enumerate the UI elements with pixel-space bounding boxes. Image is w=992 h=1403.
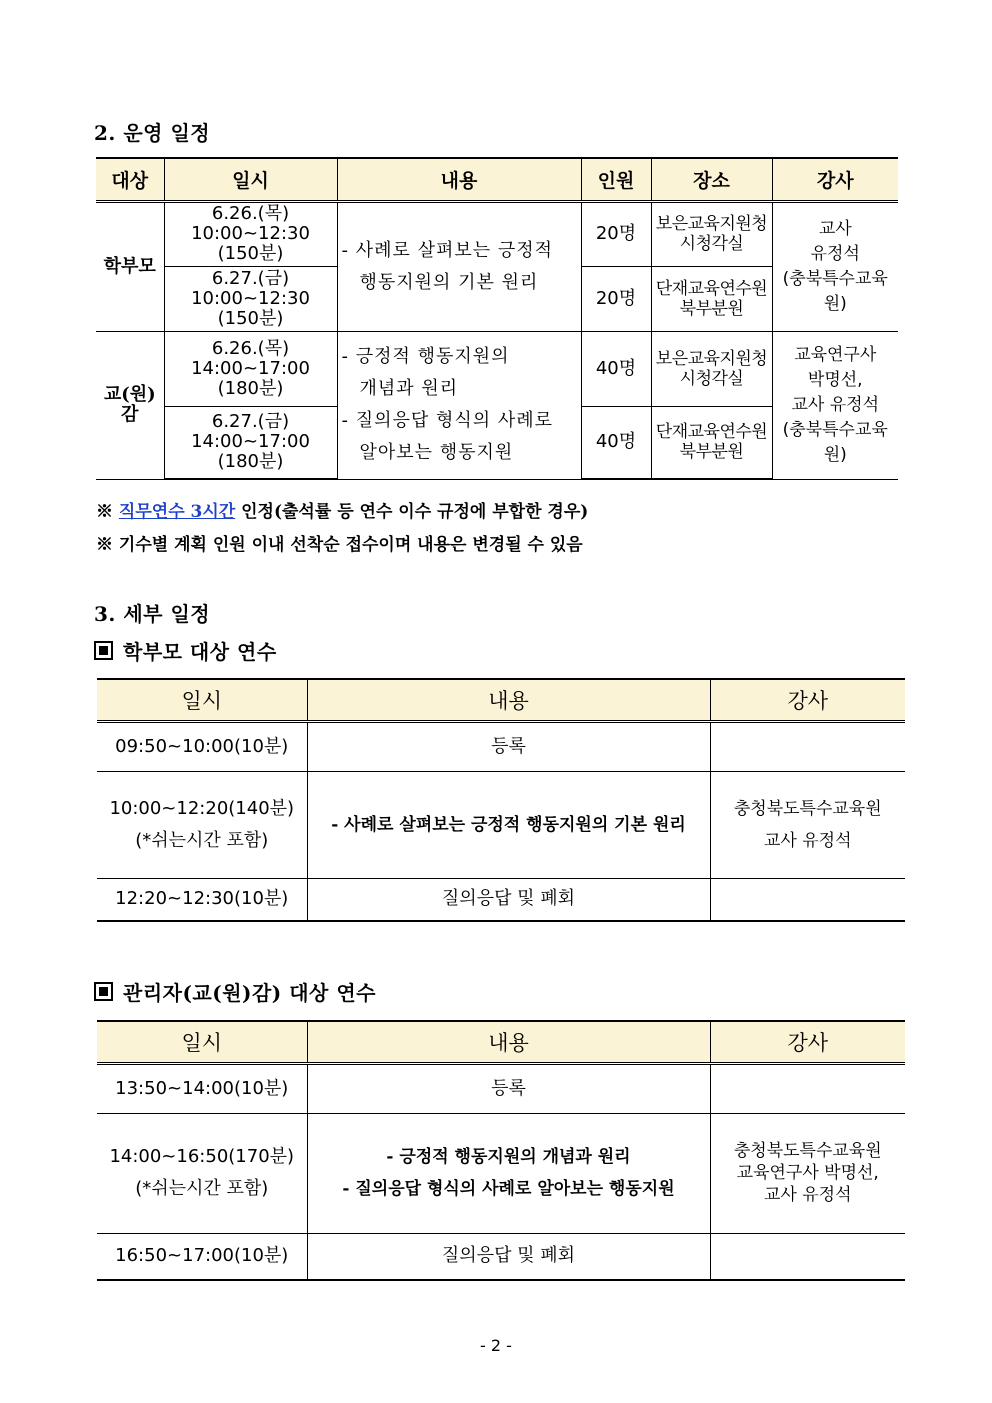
subheading-admin-text: 관리자(교(원)감) 대상 연수 [123, 981, 376, 1005]
content-cell: 질의응답 및 폐회 [307, 878, 710, 921]
content-cell [337, 331, 581, 479]
duration-text: (180분) [217, 451, 284, 473]
header-lecturer: 강사 [710, 1021, 905, 1063]
lecturer-line: 교사 [818, 218, 852, 239]
table-row [96, 201, 898, 266]
header-datetime: 일시 [97, 1021, 307, 1063]
time-cell: 16:50~17:00(10분) [97, 1233, 307, 1280]
note-text: 인정(출석률 등 연수 이수 규정에 부합한 경우) [235, 502, 589, 522]
place-line: 북부분원 [679, 298, 744, 319]
content-line: - 질의응답 형식의 사례로 [341, 410, 554, 431]
content-line: - 사례로 살펴보는 긍정적 [341, 239, 554, 261]
subheading-parent [94, 636, 277, 665]
table-header-row [97, 1021, 905, 1063]
count-cell: 40명 [581, 406, 651, 479]
time-text: 14:00~16:50(170분) [109, 1146, 295, 1167]
time-note: (*쉬는시간 포함) [135, 829, 269, 851]
lecturer-cell [710, 721, 905, 771]
square-bullet-icon [94, 982, 113, 1001]
header-datetime: 일시 [97, 679, 307, 721]
lecturer-line: 충청북도특수교육원 [733, 798, 882, 819]
place-line: 북부분원 [679, 442, 744, 463]
lecturer-line: 유정석 [810, 243, 860, 264]
content-line: 행동지원의 기본 원리 [359, 271, 539, 293]
time-text: 14:00~17:00 [191, 431, 310, 453]
time-text: 10:00~12:30 [191, 287, 310, 309]
time-text: 10:00~12:30 [191, 223, 310, 244]
note-registration: ※ 기수별 계획 인원 이내 선착순 접수이며 내용은 변경될 수 있음 [96, 535, 583, 555]
table-row [97, 1233, 905, 1280]
section-heading-schedule: 2. 운영 일정 [94, 121, 211, 145]
admin-detail-table [97, 1020, 905, 1281]
count-cell: 40명 [581, 331, 651, 406]
header-target: 대상 [96, 158, 164, 201]
time-text: 10:00~12:20(140분) [109, 797, 295, 819]
subheading-parent-text: 학부모 대상 연수 [123, 640, 277, 664]
header-lecturer: 강사 [710, 679, 905, 721]
table-row [96, 331, 898, 406]
lecturer-line: 교육연구사 [794, 344, 877, 365]
operation-schedule-table [96, 157, 898, 480]
table-header-row [96, 158, 898, 201]
lecturer-cell [710, 1063, 905, 1113]
content-line: - 긍정적 행동지원의 개념과 원리 [386, 1147, 631, 1167]
place-cell [651, 266, 772, 331]
content-cell: 등록 [307, 721, 710, 771]
place-cell [651, 406, 772, 479]
header-content: 내용 [307, 679, 710, 721]
lecturer-line: 교사 유정석 [791, 394, 879, 415]
note-credit [96, 497, 588, 522]
lecturer-cell [772, 201, 898, 331]
subheading-admin [94, 977, 376, 1006]
lecturer-cell [772, 331, 898, 479]
time-cell: 09:50~10:00(10분) [97, 721, 307, 771]
lecturer-line: 교사 유정석 [763, 830, 852, 851]
table-row [97, 721, 905, 771]
place-line: 보은교육지원청 [655, 214, 768, 234]
table-row [97, 1113, 905, 1233]
target-cell: 교(원)감 [96, 331, 164, 479]
table-row [97, 771, 905, 878]
content-line: - 질의응답 형식의 사례로 알아보는 행동지원 [342, 1179, 675, 1199]
section-heading-detail: 3. 세부 일정 [94, 602, 211, 626]
table-row [97, 878, 905, 921]
lecturer-cell [710, 1113, 905, 1233]
date-text: 6.26.(목) [211, 203, 290, 224]
header-place: 장소 [651, 158, 772, 201]
page-number: - 2 - [480, 1336, 512, 1355]
lecturer-cell [710, 1233, 905, 1280]
datetime-cell [164, 266, 337, 331]
datetime-cell [164, 331, 337, 406]
time-cell [97, 771, 307, 878]
content-cell [337, 201, 581, 331]
lecturer-line: 교사 유정석 [763, 1185, 852, 1205]
lecturer-line: 충청북도특수교육원 [733, 1141, 882, 1161]
place-line: 보은교육지원청 [655, 348, 768, 369]
note-mark: ※ [96, 502, 113, 522]
table-header-row [97, 679, 905, 721]
lecturer-line: 박명선, [807, 369, 863, 390]
place-line: 시청각실 [679, 368, 744, 389]
content-line: 개념과 원리 [359, 378, 459, 399]
place-line: 시청각실 [679, 234, 744, 254]
date-text: 6.26.(목) [211, 337, 290, 359]
duration-text: (150분) [217, 243, 284, 264]
header-lecturer: 강사 [772, 158, 898, 201]
time-cell: 13:50~14:00(10분) [97, 1063, 307, 1113]
table-row [97, 1063, 905, 1113]
content-line: 알아보는 행동지원 [359, 442, 514, 463]
lecturer-line: 교육연구사 박명선, [736, 1163, 879, 1183]
time-cell [97, 1113, 307, 1233]
header-content: 내용 [307, 1021, 710, 1063]
datetime-cell [164, 201, 337, 266]
count-cell: 20명 [581, 266, 651, 331]
place-cell [651, 201, 772, 266]
place-line: 단재교육연수원 [655, 422, 768, 443]
header-count: 인원 [581, 158, 651, 201]
place-line: 단재교육연수원 [655, 278, 768, 299]
credit-highlight: 직무연수 3시간 [118, 502, 236, 522]
date-text: 6.27.(금) [211, 411, 290, 433]
count-cell: 20명 [581, 201, 651, 266]
lecturer-cell [710, 771, 905, 878]
time-cell: 12:20~12:30(10분) [97, 878, 307, 921]
parent-detail-table [97, 678, 905, 922]
header-content: 내용 [337, 158, 581, 201]
content-cell [307, 1113, 710, 1233]
time-note: (*쉬는시간 포함) [135, 1178, 269, 1199]
header-datetime: 일시 [164, 158, 337, 201]
duration-text: (180분) [217, 377, 284, 399]
target-cell: 학부모 [96, 201, 164, 331]
content-line: - 긍정적 행동지원의 [341, 346, 510, 367]
content-cell: - 사례로 살펴보는 긍정적 행동지원의 기본 원리 [307, 771, 710, 878]
duration-text: (150분) [217, 307, 284, 329]
lecturer-cell [710, 878, 905, 921]
datetime-cell [164, 406, 337, 479]
square-bullet-icon [94, 641, 113, 660]
time-text: 14:00~17:00 [191, 357, 310, 379]
place-cell [651, 331, 772, 406]
content-cell: 등록 [307, 1063, 710, 1113]
date-text: 6.27.(금) [211, 267, 290, 289]
content-cell: 질의응답 및 폐회 [307, 1233, 710, 1280]
lecturer-line: (충북특수교육원) [782, 268, 888, 314]
lecturer-line: (충북특수교육원) [782, 419, 888, 465]
